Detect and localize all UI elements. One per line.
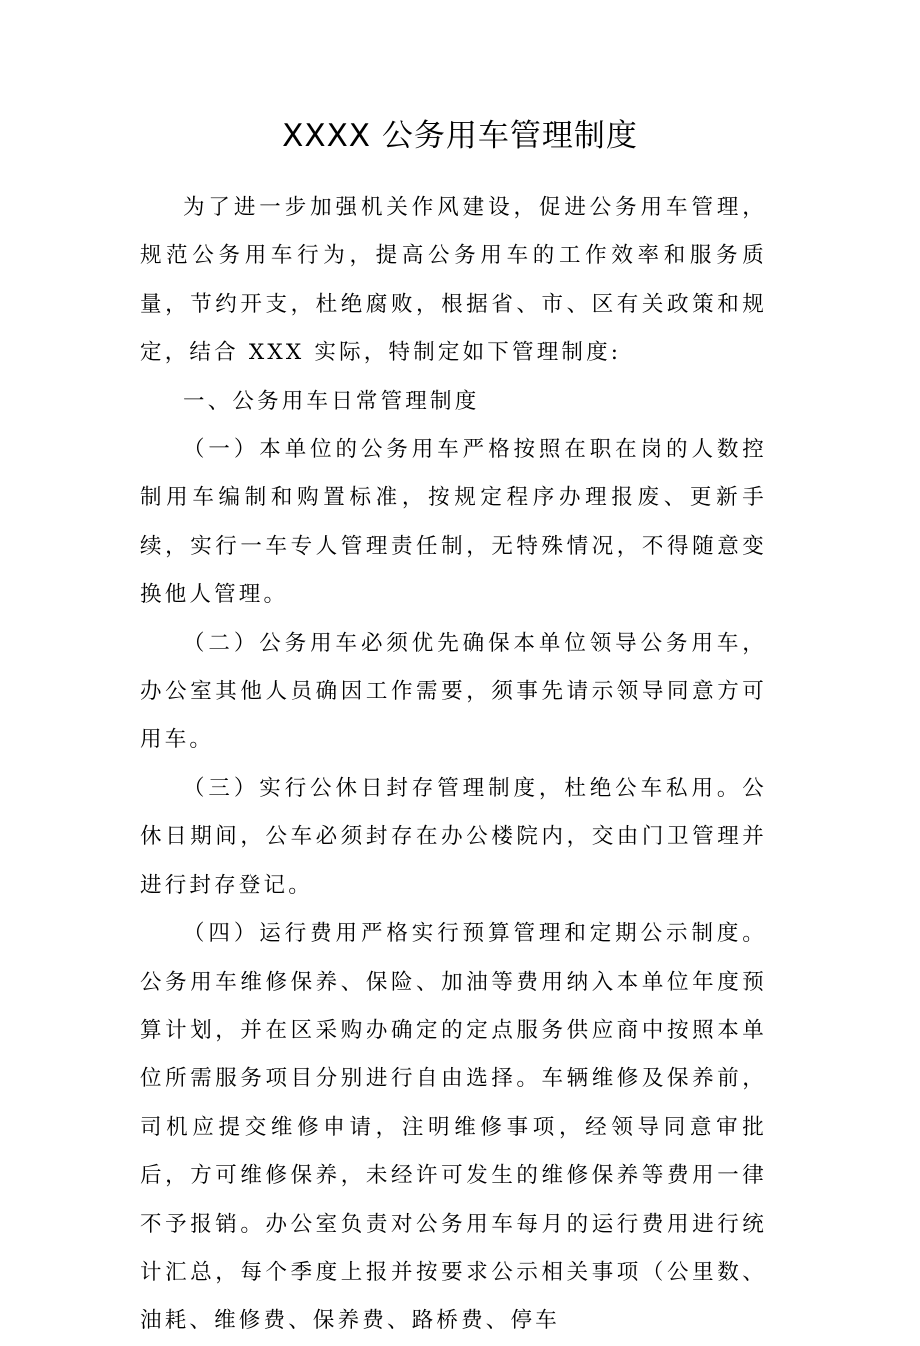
document-body: [140, 184, 767, 1346]
section-heading-1: 一、公务用车日常管理制度: [183, 388, 480, 414]
clause-4: （四）运行费用严格实行预算管理和定期公示制度。公务用车维修保养、保险、加油等费用纳入本单位年度预算计划，并在区采购办确定的定点服务供应商中按照本单位所需服务项目分别进行自由选择。车辆维修及保养前，司机应提交维修申请，注明维修事项，经领导同意审批后，方可维修保养，未经许可发生的维修保养等费用一律不予报销。办公室负责对公务用车每月的运行费用进行统计汇总，每个季度上报并按要求公示相关事项（公里数、油耗、维修费、保养费、路桥费、停车: [140, 921, 767, 1334]
clause-3: （三）实行公休日封存管理制度，杜绝公车私用。公休日期间，公车必须封存在办公楼院内，交由门卫管理并进行封存登记。: [140, 775, 767, 898]
intro-paragraph: 为了进一步加强机关作风建设，促进公务用车管理，规范公务用车行为，提高公务用车的工作效率和服务质量，节约开支，杜绝腐败，根据省、市、区有关政策和规定，结合 XXX 实际，特制定如下管理制度:: [140, 195, 767, 366]
clause-1: （一）本单位的公务用车严格按照在职在岗的人数控制用车编制和购置标准，按规定程序办理报废、更新手续，实行一车专人管理责任制，无特殊情况，不得随意变换他人管理。: [140, 437, 767, 608]
document-title: XXXX 公务用车管理制度: [282, 118, 638, 154]
clause-2: （二）公务用车必须优先确保本单位领导公务用车，办公室其他人员确因工作需要，须事先请示领导同意方可用车。: [140, 630, 767, 753]
